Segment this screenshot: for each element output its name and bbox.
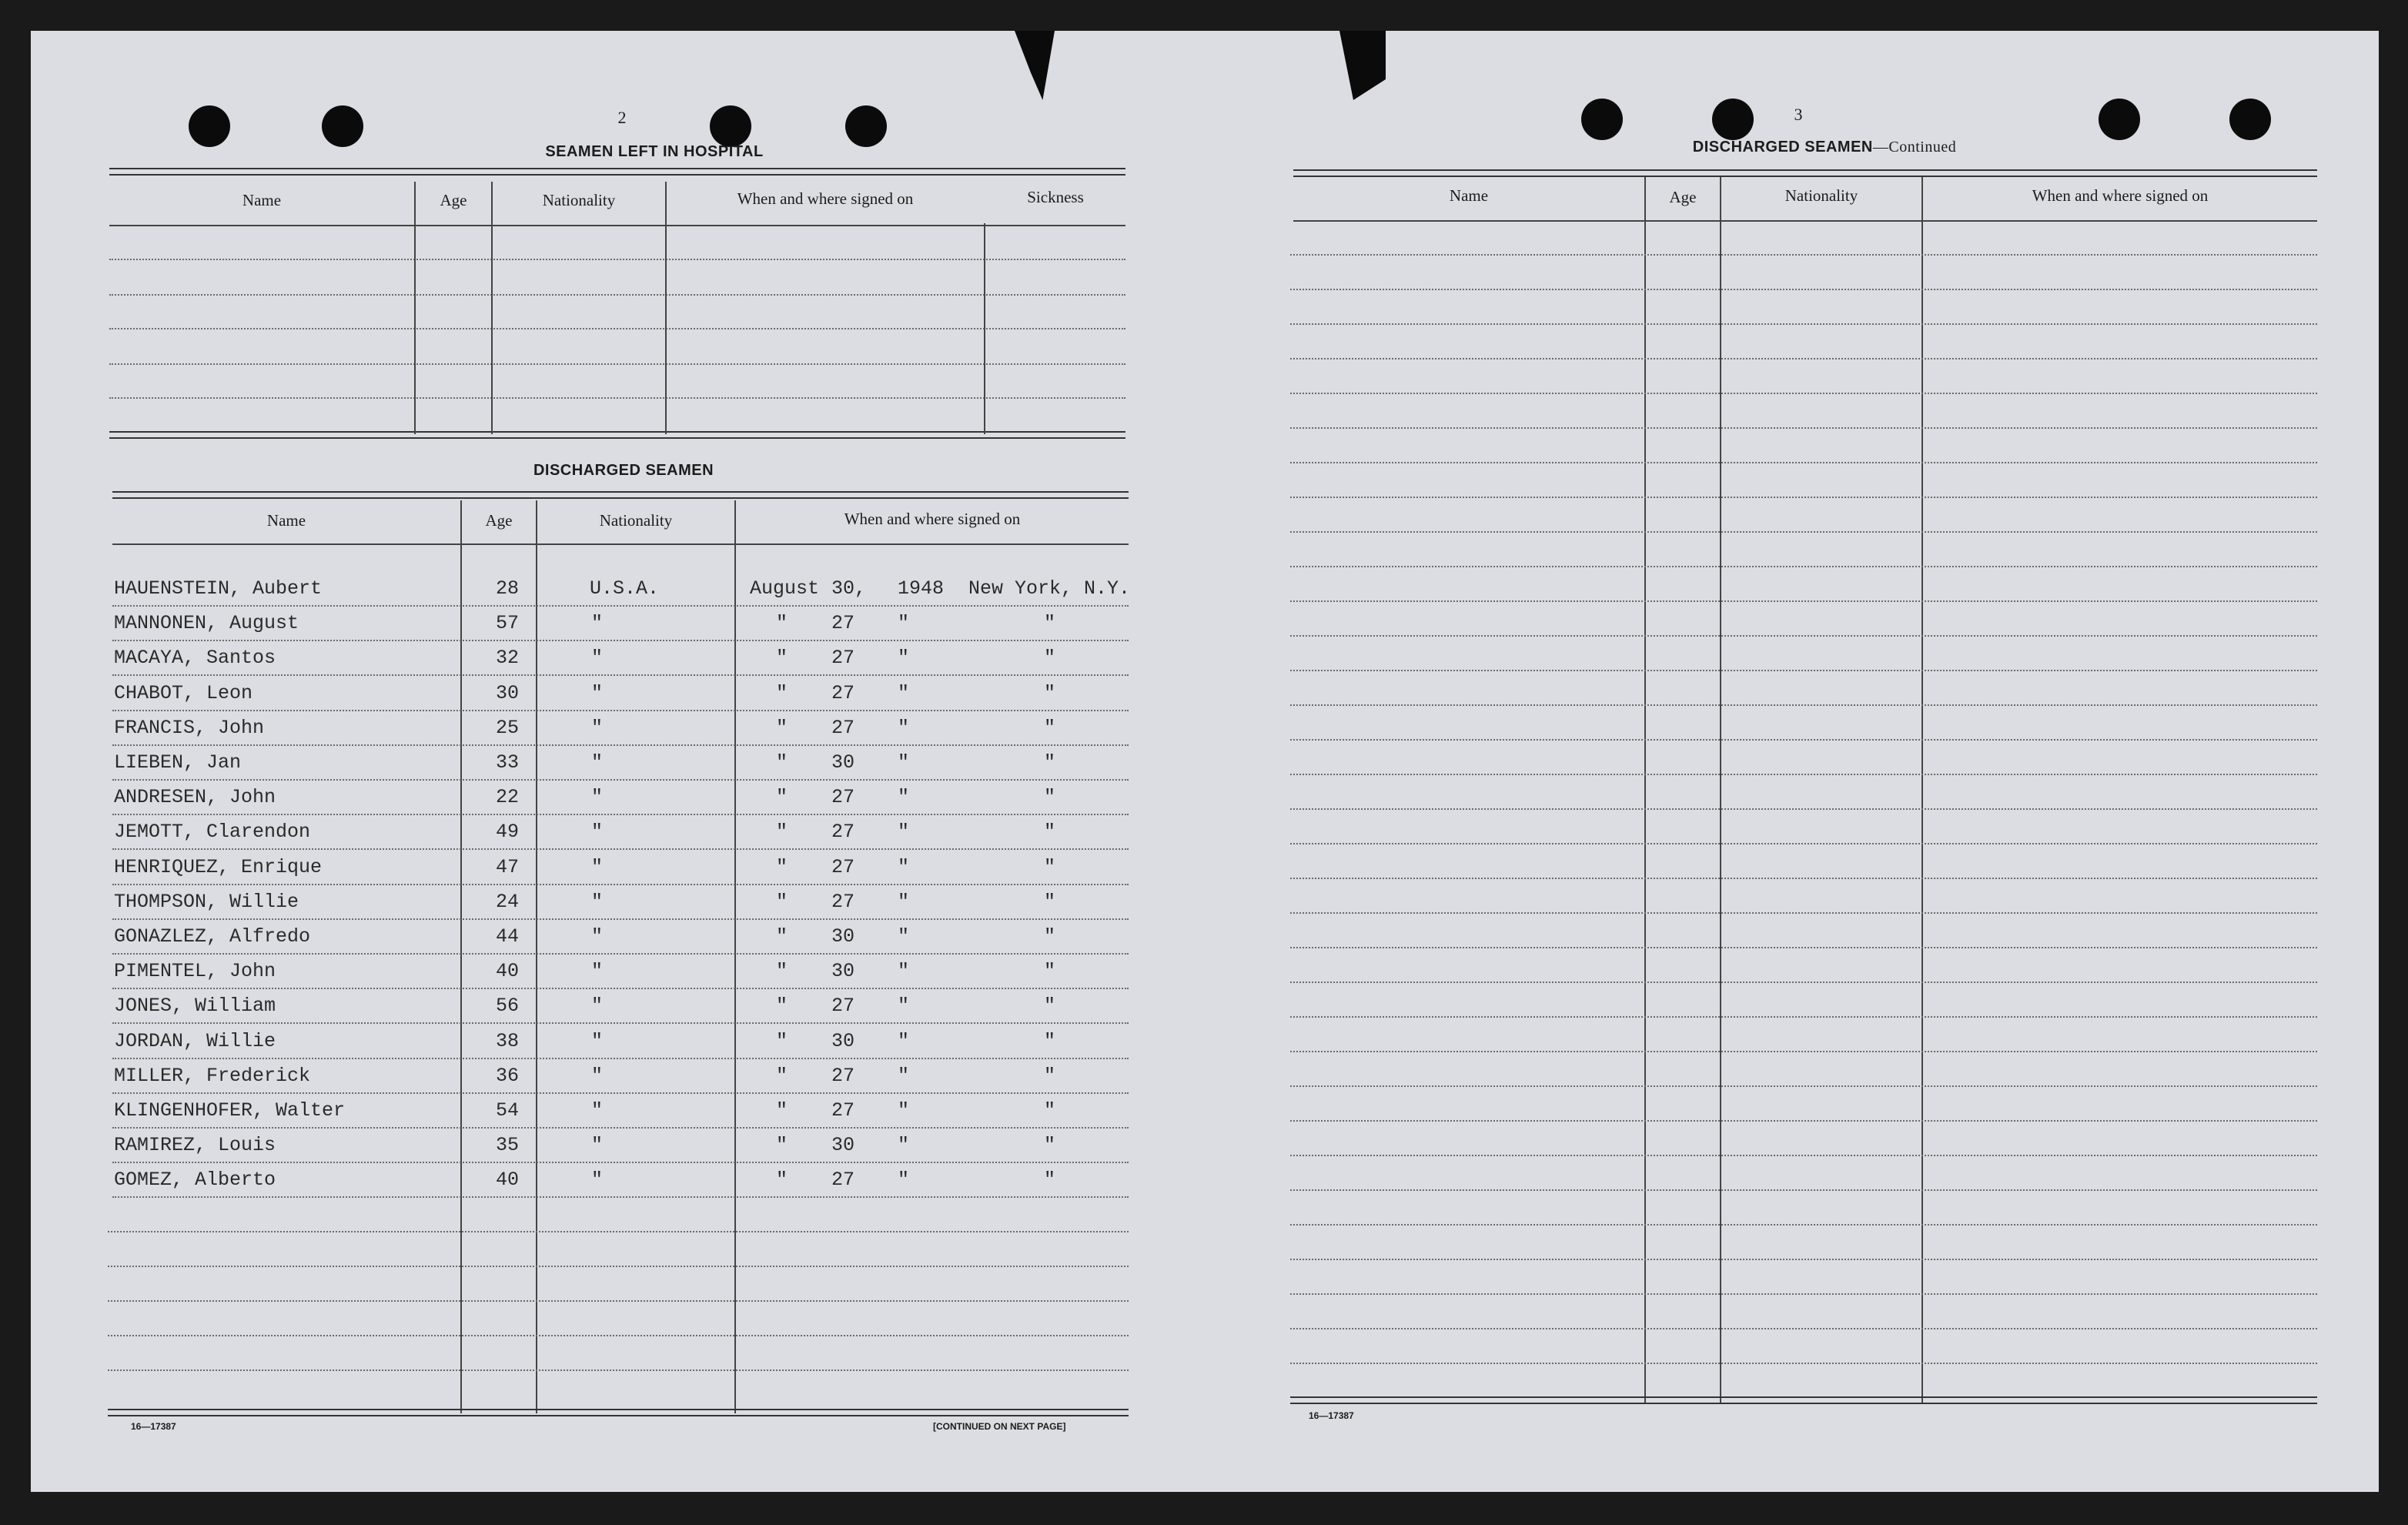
discharged-year-cell: " — [898, 1099, 910, 1122]
right-row-line — [1290, 289, 2317, 290]
right-row-line — [1290, 600, 2317, 602]
discharged-row-line — [112, 953, 1129, 955]
hospital-section-title: SEAMEN LEFT IN HOSPITAL — [545, 143, 764, 160]
right-row-line — [1290, 1259, 2317, 1260]
discharged-age-cell: 49 — [496, 821, 520, 844]
discharged-age-cell: 32 — [496, 647, 520, 670]
right-col-signed-on: When and where signed on — [2032, 186, 2209, 205]
binding-tear-icon — [1339, 31, 1386, 100]
right-row-line — [1290, 878, 2317, 879]
discharged-name-cell: LIEBEN, Jan — [114, 751, 242, 774]
right-row-line — [1290, 1363, 2317, 1364]
discharged-place-cell: " — [1044, 1099, 1056, 1122]
hospital-col-divider — [984, 223, 985, 434]
discharged-name-cell: JONES, William — [114, 995, 276, 1018]
discharged-age-cell: 38 — [496, 1029, 520, 1052]
discharged-blank-row-line — [108, 1231, 1129, 1232]
right-col-divider — [1644, 177, 1646, 1403]
discharged-name-cell: GOMEZ, Alberto — [114, 1169, 276, 1192]
right-row-line — [1290, 982, 2317, 983]
discharged-month-cell: " — [776, 1029, 788, 1052]
discharged-name-cell: MANNONEN, August — [114, 612, 299, 635]
discharged-top-rule — [112, 491, 1129, 499]
right-row-line — [1290, 1051, 2317, 1052]
discharged-continued-title — [1540, 139, 2109, 156]
right-row-line — [1290, 635, 2317, 637]
discharged-month-cell: " — [776, 1169, 788, 1192]
discharged-name-cell: HENRIQUEZ, Enrique — [114, 855, 323, 878]
document-sheet — [31, 31, 2379, 1492]
discharged-name-cell: PIMENTEL, John — [114, 960, 276, 983]
discharged-month-cell: " — [776, 925, 788, 948]
right-row-line — [1290, 774, 2317, 775]
discharged-nationality-cell: " — [591, 612, 604, 635]
right-row-line — [1290, 843, 2317, 844]
right-header-rule — [1293, 220, 2317, 222]
hospital-bottom-rule — [109, 431, 1125, 439]
discharged-year-cell: " — [898, 855, 910, 878]
discharged-day-cell: 27 — [831, 821, 855, 844]
discharged-blank-row-line — [108, 1369, 1129, 1371]
discharged-col-age: Age — [485, 511, 513, 530]
discharged-row-line — [112, 814, 1129, 815]
discharged-name-cell: MILLER, Frederick — [114, 1064, 311, 1087]
hospital-row-line — [109, 397, 1125, 399]
right-col-age: Age — [1669, 188, 1697, 206]
punch-hole-icon — [845, 105, 887, 147]
right-row-line — [1290, 1155, 2317, 1156]
right-row-line — [1290, 358, 2317, 360]
discharged-blank-row-line — [108, 1335, 1129, 1336]
discharged-blank-row-line — [108, 1300, 1129, 1302]
discharged-month-cell: " — [776, 1099, 788, 1122]
right-row-line — [1290, 323, 2317, 325]
discharged-day-cell: 27 — [831, 855, 855, 878]
discharged-year-cell: " — [898, 1134, 910, 1157]
discharged-day-cell: 30 — [831, 751, 855, 774]
discharged-year-cell: " — [898, 925, 910, 948]
discharged-day-cell: 30 — [831, 1029, 855, 1052]
right-row-line — [1290, 1224, 2317, 1226]
discharged-age-cell: 28 — [496, 577, 520, 600]
right-col-nationality: Nationality — [1784, 186, 1858, 205]
discharged-name-cell: KLINGENHOFER, Walter — [114, 1099, 346, 1122]
right-col-divider — [1921, 177, 1923, 1403]
discharged-place-cell: " — [1044, 612, 1056, 635]
discharged-age-cell: 44 — [496, 925, 520, 948]
discharged-age-cell: 40 — [496, 960, 520, 983]
discharged-age-cell: 25 — [496, 716, 520, 739]
discharged-col-divider — [536, 500, 537, 1413]
punch-hole-icon — [2099, 99, 2140, 140]
discharged-month-cell: August — [750, 577, 820, 600]
discharged-nationality-cell: " — [591, 1169, 604, 1192]
discharged-age-cell: 57 — [496, 612, 520, 635]
discharged-age-cell: 40 — [496, 1169, 520, 1192]
hospital-col-divider — [491, 182, 493, 434]
right-row-line — [1290, 1328, 2317, 1329]
discharged-col-nationality: Nationality — [599, 511, 673, 530]
discharged-day-cell: 30 — [831, 1134, 855, 1157]
discharged-nationality-cell: " — [591, 995, 604, 1018]
discharged-nationality-cell: " — [591, 890, 604, 913]
discharged-place-cell: " — [1044, 1064, 1056, 1087]
discharged-month-cell: " — [776, 612, 788, 635]
hospital-row-line — [109, 294, 1125, 296]
discharged-age-cell: 54 — [496, 1099, 520, 1122]
discharged-row-line — [112, 848, 1129, 850]
discharged-place-cell: " — [1044, 855, 1056, 878]
discharged-day-cell: 27 — [831, 716, 855, 739]
right-top-rule — [1293, 169, 2317, 177]
right-bottom-rule — [1290, 1396, 2317, 1404]
discharged-name-cell: ANDRESEN, John — [114, 786, 276, 809]
discharged-row-line — [112, 988, 1129, 989]
punch-hole-icon — [710, 105, 751, 147]
discharged-nationality-cell: " — [591, 821, 604, 844]
discharged-place-cell: " — [1044, 995, 1056, 1018]
discharged-day-cell: 30, — [831, 577, 867, 600]
discharged-row-line — [112, 1058, 1129, 1059]
discharged-age-cell: 56 — [496, 995, 520, 1018]
discharged-month-cell: " — [776, 751, 788, 774]
discharged-row-line — [112, 779, 1129, 781]
discharged-nationality-cell: " — [591, 751, 604, 774]
right-row-line — [1290, 393, 2317, 394]
discharged-day-cell: 27 — [831, 1064, 855, 1087]
punch-hole-icon — [1581, 99, 1623, 140]
discharged-row-line — [112, 710, 1129, 711]
discharged-day-cell: 27 — [831, 1099, 855, 1122]
discharged-name-cell: MACAYA, Santos — [114, 647, 276, 670]
discharged-year-cell: " — [898, 995, 910, 1018]
discharged-continued-title-main: DISCHARGED SEAMEN — [1692, 139, 1873, 156]
right-row-line — [1290, 808, 2317, 810]
discharged-month-cell: " — [776, 786, 788, 809]
discharged-nationality-cell: " — [591, 960, 604, 983]
right-row-line — [1290, 739, 2317, 741]
discharged-age-cell: 24 — [496, 890, 520, 913]
right-row-line — [1290, 1189, 2317, 1191]
discharged-year-cell: " — [898, 681, 910, 704]
discharged-year-cell: " — [898, 890, 910, 913]
discharged-place-cell: " — [1044, 647, 1056, 670]
right-row-line — [1290, 947, 2317, 948]
discharged-nationality-cell: " — [591, 1099, 604, 1122]
discharged-year-cell: " — [898, 1029, 910, 1052]
punch-hole-icon — [2229, 99, 2271, 140]
discharged-age-cell: 35 — [496, 1134, 520, 1157]
right-col-divider — [1720, 177, 1721, 1403]
discharged-nationality-cell: " — [591, 786, 604, 809]
discharged-col-divider — [734, 500, 736, 1413]
discharged-place-cell: " — [1044, 751, 1056, 774]
discharged-name-cell: HAUENSTEIN, Aubert — [114, 577, 323, 600]
discharged-day-cell: 27 — [831, 995, 855, 1018]
discharged-row-line — [112, 1196, 1129, 1198]
discharged-day-cell: 30 — [831, 925, 855, 948]
discharged-age-cell: 30 — [496, 681, 520, 704]
right-row-line — [1290, 912, 2317, 914]
discharged-day-cell: 27 — [831, 1169, 855, 1192]
discharged-row-line — [112, 918, 1129, 920]
discharged-name-cell: CHABOT, Leon — [114, 681, 253, 704]
discharged-col-name: Name — [266, 511, 306, 530]
discharged-continued-suffix: —Continued — [1872, 139, 1957, 156]
discharged-month-cell: " — [776, 1064, 788, 1087]
punch-hole-icon — [189, 105, 230, 147]
form-number-left: 16—17387 — [131, 1421, 176, 1432]
discharged-year-cell: " — [898, 821, 910, 844]
discharged-nationality-cell: " — [591, 716, 604, 739]
discharged-name-cell: RAMIREZ, Louis — [114, 1134, 276, 1157]
page-number-left: 2 — [617, 108, 627, 127]
discharged-place-cell: " — [1044, 1134, 1056, 1157]
discharged-name-cell: THOMPSON, Willie — [114, 890, 299, 913]
discharged-year-cell: " — [898, 786, 910, 809]
discharged-header-rule — [112, 543, 1129, 545]
binding-tear-icon — [1015, 31, 1055, 100]
discharged-nationality-cell: " — [591, 647, 604, 670]
discharged-age-cell: 22 — [496, 786, 520, 809]
discharged-age-cell: 36 — [496, 1064, 520, 1087]
discharged-day-cell: 27 — [831, 786, 855, 809]
page-number-right: 3 — [1794, 105, 1803, 124]
discharged-place-cell: New York, N.Y. — [968, 577, 1131, 600]
discharged-place-cell: " — [1044, 681, 1056, 704]
discharged-year-cell: " — [898, 612, 910, 635]
discharged-month-cell: " — [776, 1134, 788, 1157]
discharged-nationality-cell: " — [591, 1064, 604, 1087]
discharged-day-cell: 30 — [831, 960, 855, 983]
discharged-place-cell: " — [1044, 1029, 1056, 1052]
discharged-day-cell: 27 — [831, 647, 855, 670]
discharged-name-cell: JORDAN, Willie — [114, 1029, 276, 1052]
hospital-header-rule — [109, 225, 1125, 226]
discharged-month-cell: " — [776, 960, 788, 983]
discharged-age-cell: 33 — [496, 751, 520, 774]
discharged-place-cell: " — [1044, 960, 1056, 983]
discharged-col-signed-on: When and where signed on — [844, 510, 1021, 528]
right-row-line — [1290, 1085, 2317, 1087]
right-row-line — [1290, 254, 2317, 256]
discharged-month-cell: " — [776, 716, 788, 739]
discharged-row-line — [112, 744, 1129, 746]
hospital-col-nationality: Nationality — [542, 191, 616, 209]
discharged-blank-row-line — [108, 1266, 1129, 1267]
discharged-name-cell: GONAZLEZ, Alfredo — [114, 925, 311, 948]
discharged-row-line — [112, 1127, 1129, 1129]
hospital-col-name: Name — [242, 191, 282, 209]
discharged-nationality-cell: " — [591, 1134, 604, 1157]
discharged-nationality-cell: " — [591, 855, 604, 878]
discharged-nationality-cell: " — [591, 925, 604, 948]
discharged-place-cell: " — [1044, 821, 1056, 844]
right-row-line — [1290, 497, 2317, 498]
hospital-col-divider — [665, 182, 667, 434]
right-row-line — [1290, 427, 2317, 429]
discharged-row-line — [112, 1092, 1129, 1094]
discharged-month-cell: " — [776, 821, 788, 844]
right-col-name: Name — [1449, 186, 1489, 205]
discharged-col-divider — [460, 500, 462, 1413]
discharged-place-cell: " — [1044, 786, 1056, 809]
discharged-nationality-cell: " — [591, 1029, 604, 1052]
discharged-bottom-rule — [108, 1409, 1129, 1416]
hospital-col-sickness: Sickness — [1027, 188, 1084, 206]
discharged-month-cell: " — [776, 647, 788, 670]
discharged-year-cell: 1948 — [898, 577, 945, 600]
discharged-day-cell: 27 — [831, 890, 855, 913]
right-row-line — [1290, 704, 2317, 706]
discharged-place-cell: " — [1044, 716, 1056, 739]
discharged-month-cell: " — [776, 681, 788, 704]
discharged-row-line — [112, 605, 1129, 607]
right-row-line — [1290, 462, 2317, 463]
discharged-month-cell: " — [776, 890, 788, 913]
discharged-year-cell: " — [898, 1169, 910, 1192]
discharged-row-line — [112, 640, 1129, 641]
discharged-day-cell: 27 — [831, 612, 855, 635]
discharged-nationality-cell: " — [591, 681, 604, 704]
right-row-line — [1290, 1293, 2317, 1295]
right-row-line — [1290, 531, 2317, 533]
discharged-year-cell: " — [898, 716, 910, 739]
punch-hole-icon — [1712, 99, 1754, 140]
form-number-right: 16—17387 — [1309, 1410, 1354, 1421]
discharged-row-line — [112, 1022, 1129, 1024]
hospital-top-rule — [109, 168, 1125, 176]
discharged-place-cell: " — [1044, 1169, 1056, 1192]
discharged-row-line — [112, 884, 1129, 885]
punch-hole-icon — [322, 105, 363, 147]
discharged-name-cell: JEMOTT, Clarendon — [114, 821, 311, 844]
discharged-day-cell: 27 — [831, 681, 855, 704]
right-row-line — [1290, 1016, 2317, 1018]
hospital-col-age: Age — [440, 191, 467, 209]
hospital-col-signed-on: When and where signed on — [737, 189, 914, 208]
right-row-line — [1290, 566, 2317, 567]
hospital-row-line — [109, 328, 1125, 329]
right-row-line — [1290, 670, 2317, 671]
discharged-nationality-cell: U.S.A. — [590, 577, 660, 600]
discharged-section-title: DISCHARGED SEAMEN — [533, 462, 714, 479]
discharged-year-cell: " — [898, 1064, 910, 1087]
discharged-row-line — [112, 1162, 1129, 1163]
right-row-line — [1290, 1120, 2317, 1122]
discharged-name-cell: FRANCIS, John — [114, 716, 265, 739]
discharged-month-cell: " — [776, 995, 788, 1018]
discharged-age-cell: 47 — [496, 855, 520, 878]
continued-note: [CONTINUED ON NEXT PAGE] — [933, 1421, 1066, 1432]
hospital-row-line — [109, 363, 1125, 365]
discharged-place-cell: " — [1044, 925, 1056, 948]
discharged-row-line — [112, 674, 1129, 676]
discharged-place-cell: " — [1044, 890, 1056, 913]
discharged-month-cell: " — [776, 855, 788, 878]
hospital-col-divider — [414, 182, 416, 434]
hospital-row-line — [109, 259, 1125, 260]
discharged-year-cell: " — [898, 647, 910, 670]
discharged-year-cell: " — [898, 960, 910, 983]
discharged-year-cell: " — [898, 751, 910, 774]
